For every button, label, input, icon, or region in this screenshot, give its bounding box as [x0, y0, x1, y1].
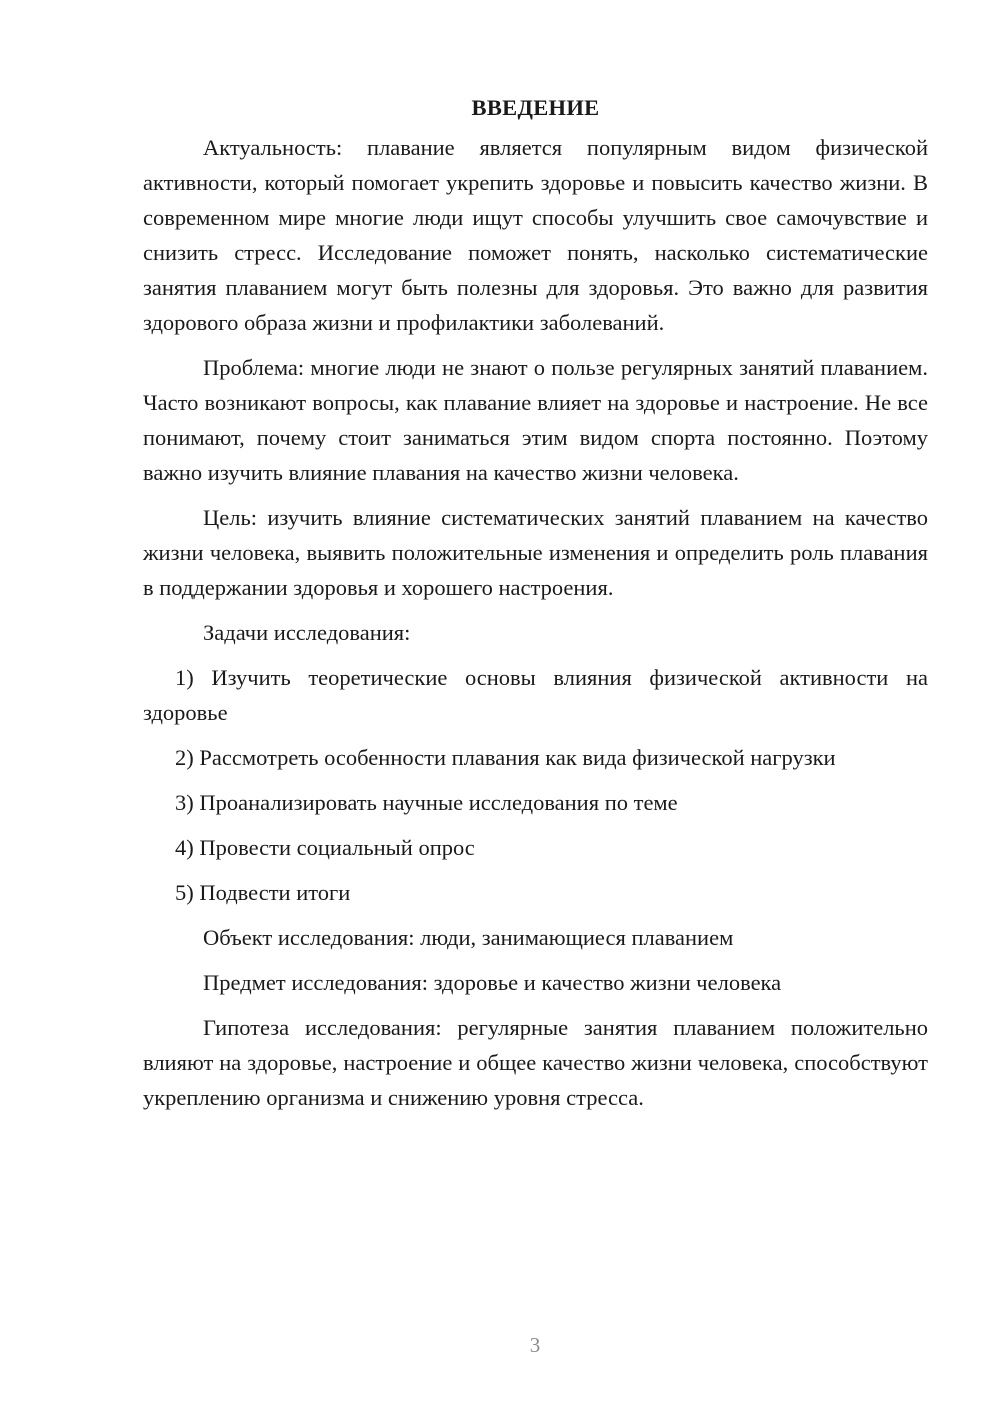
page-number: 3 — [529, 1333, 541, 1357]
document-page — [143, 90, 928, 1125]
goal-paragraph: Цель: изучить влияние систематических занятий плаванием на качество жизни человека, выявить положительные изменения и определить роль плавания в поддержании здоровья и хорошего настроения. — [143, 505, 928, 600]
problem-paragraph: Проблема: многие люди не знают о пользе регулярных занятий плаванием. Часто возникают вопросы, как плавание влияет на здоровье и настроение. Не все понимают, почему стоит заниматься этим видом спорта постоянно. Поэтому важно изучить влияние плавания на качество жизни человека. — [143, 355, 928, 485]
hypothesis-paragraph: Гипотеза исследования: регулярные занятия плаванием положительно влияют на здоровье, настроение и общее качество жизни человека, способствуют укреплению организма и снижению уровня стресса. — [143, 1015, 928, 1110]
task-item-4: 4) Провести социальный опрос — [175, 835, 475, 860]
document-title: ВВЕДЕНИЕ — [471, 95, 600, 120]
task-item-3: 3) Проанализировать научные исследования по теме — [175, 790, 678, 815]
object-line: Объект исследования: люди, занимающиеся плаванием — [203, 925, 734, 950]
task-item-1: 1) Изучить теоретические основы влияния физической активности на здоровье — [143, 665, 928, 725]
tasks-heading: Задачи исследования: — [203, 620, 411, 645]
task-item-5: 5) Подвести итоги — [175, 880, 351, 905]
relevance-paragraph: Актуальность: плавание является популярным видом физической активности, который помогает укрепить здоровье и повысить качество жизни. В современном мире многие люди ищут способы улучшить свое самочувствие и снизить стресс. Исследование поможет понять, насколько систематические занятия плаванием могут быть полезны для здоровья. Это важно для развития здорового образа жизни и профилактики заболеваний. — [143, 135, 928, 335]
task-item-2: 2) Рассмотреть особенности плавания как вида физической нагрузки — [175, 745, 836, 770]
subject-line: Предмет исследования: здоровье и качество жизни человека — [203, 970, 782, 995]
